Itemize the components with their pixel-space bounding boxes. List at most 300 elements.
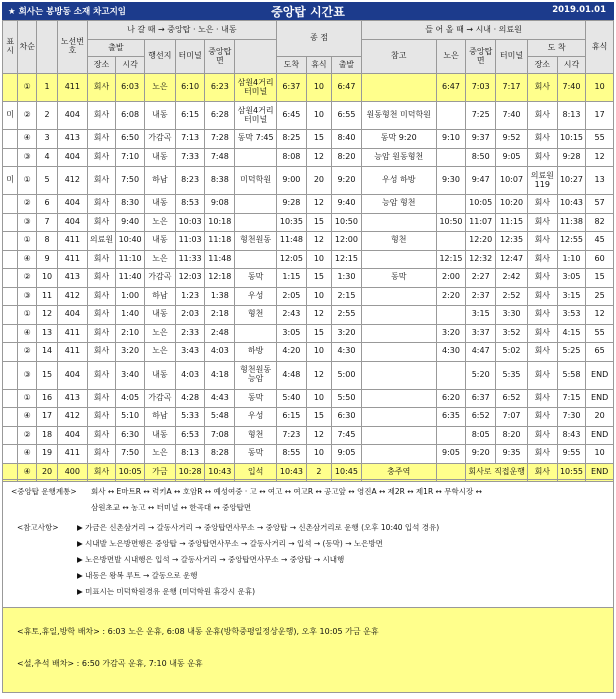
table-cell: 5:33 — [175, 408, 205, 427]
table-cell: 6:45 — [277, 102, 307, 130]
table-cell: 12:32 — [466, 250, 496, 269]
table-cell: 회사 — [87, 167, 116, 195]
table-cell: 9:35 — [496, 445, 528, 464]
col-terminal2: 터미널 — [496, 40, 528, 74]
table-cell: 10 — [306, 287, 331, 306]
table-cell: 4:30 — [436, 343, 466, 362]
table-cell: 우성 — [235, 408, 277, 427]
course-line-1: 회사 ↔ E마트R ↔ 럭키A ↔ 호암R ↔ 예성여중 · 고 ↔ 여고 ↔ 여고R ↔ 공고앞 ↔ 영진A ↔ 제2R ↔ 제1R ↔ 무학시장 ↔ — [91, 487, 482, 496]
table-cell: 10 — [306, 250, 331, 269]
table-row — [3, 130, 614, 149]
table-cell: 9:10 — [436, 130, 466, 149]
table-cell — [436, 195, 466, 214]
table-cell: 10 — [586, 445, 614, 464]
table-row — [3, 287, 614, 306]
table-cell: 17 — [37, 408, 58, 427]
table-cell: 회사 — [87, 287, 116, 306]
table-cell: END — [586, 463, 614, 482]
table-cell: 10:20 — [496, 195, 528, 214]
table-cell: 원동형천 미덕학원 — [361, 102, 436, 130]
table-cell: 2:42 — [496, 269, 528, 288]
table-cell — [361, 343, 436, 362]
table-cell: 3:53 — [557, 306, 586, 325]
table-cell: 3:20 — [436, 324, 466, 343]
col-jungangtap2: 중앙탑면 — [466, 40, 496, 74]
ref-label: <참고사항> — [17, 523, 59, 532]
table-cell: 11:48 — [205, 250, 235, 269]
table-cell: 8:40 — [332, 130, 362, 149]
table-cell: 동막 — [235, 269, 277, 288]
table-cell: 11:07 — [466, 213, 496, 232]
table-cell: 회사 — [87, 426, 116, 445]
table-cell: 내동 — [144, 232, 175, 251]
table-cell: 7:48 — [205, 148, 235, 167]
table-cell: 18 — [37, 426, 58, 445]
table-cell: 15 — [306, 130, 331, 149]
table-cell: 2:27 — [466, 269, 496, 288]
table-cell: 2:10 — [116, 324, 145, 343]
table-cell — [3, 343, 18, 362]
table-cell: 내동 — [144, 195, 175, 214]
table-cell: 4:18 — [205, 361, 235, 389]
table-cell — [235, 195, 277, 214]
table-cell: 3:43 — [175, 343, 205, 362]
table-cell: 10:50 — [332, 213, 362, 232]
table-cell: 7:07 — [496, 408, 528, 427]
col-via: 행선지 — [144, 40, 175, 74]
col-order: 차순 — [18, 21, 37, 74]
table-cell: ④ — [18, 324, 37, 343]
ref-note-4: ▶ 내동은 왕복 루트 → 갈동으로 운행 — [77, 571, 198, 580]
table-cell: 내동 — [144, 361, 175, 389]
table-cell: 10:07 — [496, 167, 528, 195]
table-cell: 12:55 — [557, 232, 586, 251]
table-row — [3, 389, 614, 408]
table-cell: 12:15 — [332, 250, 362, 269]
table-cell: 7:08 — [205, 426, 235, 445]
table-cell: 411 — [58, 343, 88, 362]
table-cell: ① — [18, 306, 37, 325]
table-cell: 5:20 — [466, 361, 496, 389]
table-cell: 회사 — [87, 250, 116, 269]
table-cell: 4:47 — [466, 343, 496, 362]
table-cell: 8:53 — [175, 195, 205, 214]
table-cell — [436, 306, 466, 325]
table-cell: 55 — [586, 324, 614, 343]
table-cell: 10 — [306, 445, 331, 464]
table-cell: 삼원4거리 터미널 — [235, 102, 277, 130]
table-cell: 4:48 — [277, 361, 307, 389]
table-cell — [3, 287, 18, 306]
table-cell: 413 — [58, 130, 88, 149]
table-cell: 7:23 — [277, 426, 307, 445]
table-cell: 회사 — [527, 74, 557, 102]
table-row — [3, 408, 614, 427]
table-cell: 3:15 — [466, 306, 496, 325]
col-terminus: 종 점 — [277, 21, 362, 57]
table-cell: 5:48 — [205, 408, 235, 427]
table-cell: 8:55 — [277, 445, 307, 464]
table-cell: 회사 — [87, 408, 116, 427]
table-cell: 12:00 — [332, 232, 362, 251]
table-cell: 5:35 — [496, 361, 528, 389]
table-cell: 8:05 — [466, 426, 496, 445]
table-cell: 6:47 — [436, 74, 466, 102]
table-row — [3, 167, 614, 195]
table-cell: 6:52 — [466, 408, 496, 427]
table-cell: 7:28 — [205, 130, 235, 149]
col-arrive: 도착 — [277, 57, 307, 74]
table-cell: 의료원 — [87, 232, 116, 251]
table-cell — [436, 148, 466, 167]
table-cell — [436, 102, 466, 130]
table-cell: 6 — [37, 195, 58, 214]
table-cell: 10:43 — [557, 195, 586, 214]
table-cell: 404 — [58, 195, 88, 214]
table-cell: 2:55 — [332, 306, 362, 325]
table-cell — [235, 148, 277, 167]
table-cell: 411 — [58, 324, 88, 343]
table-cell: 9:28 — [557, 148, 586, 167]
table-cell: 6:20 — [436, 389, 466, 408]
table-cell: 2:05 — [277, 287, 307, 306]
ref-note-3: ▶ 노은방면발 시내행은 입석 → 갈동사거리 → 중앙탑면사무소 → 중앙탑 → 시내행 — [77, 555, 345, 564]
table-cell: 노은 — [144, 445, 175, 464]
table-cell: 10:43 — [205, 463, 235, 482]
table-cell: 1:30 — [332, 269, 362, 288]
col-rest2: 휴식 — [586, 21, 614, 74]
table-cell: 9:37 — [466, 130, 496, 149]
table-cell: 회사로 직접운행 — [466, 463, 528, 482]
table-cell: 11:18 — [205, 232, 235, 251]
table-cell — [3, 213, 18, 232]
holiday-line-1: <휴토,휴일,방학 배차> : 6:03 노은 운휴, 6:08 내동 운휴(방학중평일정상운행), 오후 10:05 가금 운휴 — [17, 627, 379, 636]
table-cell: END — [586, 389, 614, 408]
table-cell: 6:30 — [116, 426, 145, 445]
table-cell: ① — [18, 167, 37, 195]
table-cell: 회사 — [527, 269, 557, 288]
table-cell: ② — [18, 426, 37, 445]
table-cell: 내동 — [144, 426, 175, 445]
table-cell: 12 — [586, 148, 614, 167]
table-cell: 6:30 — [332, 408, 362, 427]
table-cell: 4:03 — [175, 361, 205, 389]
table-cell — [3, 74, 18, 102]
table-cell: 404 — [58, 361, 88, 389]
table-cell: 회사 — [527, 324, 557, 343]
table-cell: 우성 하방 — [361, 167, 436, 195]
table-cell: 411 — [58, 232, 88, 251]
table-cell: 1:23 — [175, 287, 205, 306]
table-cell: 4:05 — [116, 389, 145, 408]
table-cell: 회사 — [527, 287, 557, 306]
table-cell: 6:28 — [205, 102, 235, 130]
table-cell: 10 — [306, 74, 331, 102]
table-cell — [361, 361, 436, 389]
table-cell: 3:15 — [557, 287, 586, 306]
table-cell: 5:40 — [277, 389, 307, 408]
table-cell: 9:05 — [332, 445, 362, 464]
table-cell: 내동 — [144, 102, 175, 130]
table-cell: 7:33 — [175, 148, 205, 167]
table-cell: ① — [18, 232, 37, 251]
table-cell: 7:15 — [557, 389, 586, 408]
table-cell: 11:10 — [116, 250, 145, 269]
table-cell: ① — [18, 389, 37, 408]
table-cell: 회사 — [87, 389, 116, 408]
table-cell: 회사 — [87, 269, 116, 288]
table-cell: 회사 — [527, 213, 557, 232]
table-row — [3, 232, 614, 251]
table-cell — [436, 361, 466, 389]
table-cell: 8:08 — [277, 148, 307, 167]
table-cell: 1 — [37, 74, 58, 102]
col-arrival: 도 착 — [527, 40, 585, 57]
table-cell — [361, 426, 436, 445]
ref-note-1: ▶ 가금은 신촌삼거리 → 갈동사거리 → 중앙탑면사무소 → 중앙탑 → 신촌삼거리로 운행 (오후 10:40 입석 경유) — [77, 523, 440, 532]
table-cell: 하남 — [144, 167, 175, 195]
ref-note-5: ▶ 미표시는 미덕학원경유 운행 (미덕학원 휴강시 운휴) — [77, 587, 256, 596]
table-cell: 노은 — [144, 343, 175, 362]
table-cell — [3, 232, 18, 251]
table-cell — [3, 130, 18, 149]
table-cell: 12 — [586, 306, 614, 325]
table-cell: 7 — [37, 213, 58, 232]
table-cell: 404 — [58, 426, 88, 445]
table-cell: 10:05 — [466, 195, 496, 214]
table-cell — [3, 306, 18, 325]
table-cell: 4:15 — [557, 324, 586, 343]
table-cell: 형천원동 능암 — [235, 361, 277, 389]
table-cell: 8:13 — [557, 102, 586, 130]
table-cell: 15 — [586, 269, 614, 288]
table-cell: 15 — [306, 408, 331, 427]
table-cell: 미덕학원 — [235, 167, 277, 195]
table-cell: 3:05 — [277, 324, 307, 343]
table-cell: 6:50 — [116, 130, 145, 149]
table-cell: 6:35 — [436, 408, 466, 427]
table-cell: 10:40 — [116, 232, 145, 251]
notes-panel — [2, 479, 614, 608]
table-cell: 2:52 — [496, 287, 528, 306]
table-cell: 413 — [58, 269, 88, 288]
table-cell: 3 — [37, 130, 58, 149]
table-cell: 6:52 — [496, 389, 528, 408]
table-cell — [235, 324, 277, 343]
table-cell — [3, 408, 18, 427]
table-cell: 20 — [586, 408, 614, 427]
table-cell: 회사 — [87, 343, 116, 362]
table-cell: 13 — [37, 324, 58, 343]
col-inbound: 들 어 올 때 → 시내 · 의료원 — [361, 21, 585, 40]
table-cell: 10 — [37, 269, 58, 288]
table-cell — [3, 324, 18, 343]
table-cell: 회사 — [87, 148, 116, 167]
table-cell: ④ — [18, 130, 37, 149]
table-cell: 55 — [586, 130, 614, 149]
table-cell: 동막 9:20 — [361, 130, 436, 149]
table-cell — [361, 287, 436, 306]
table-cell: 7:30 — [557, 408, 586, 427]
table-cell: 2:48 — [205, 324, 235, 343]
table-cell: 7:17 — [496, 74, 528, 102]
table-cell: 형천 — [361, 232, 436, 251]
col-depart: 출발 — [87, 40, 144, 57]
table-cell: 2:00 — [436, 269, 466, 288]
table-cell: 8:20 — [496, 426, 528, 445]
col-rest: 휴식 — [306, 57, 331, 74]
table-cell — [3, 269, 18, 288]
col-jungangtap: 중앙탑면 — [205, 40, 235, 74]
table-cell: 회사 — [527, 463, 557, 482]
table-row — [3, 343, 614, 362]
table-cell: 가금 — [144, 463, 175, 482]
table-cell: 12:47 — [496, 250, 528, 269]
table-cell: 회사 — [527, 361, 557, 389]
table-cell: 회사 — [527, 250, 557, 269]
table-cell: 15 — [306, 269, 331, 288]
table-cell: 9:05 — [496, 148, 528, 167]
table-cell: 미 — [3, 102, 18, 130]
table-cell: 9:20 — [466, 445, 496, 464]
table-row — [3, 195, 614, 214]
table-cell: 8:38 — [205, 167, 235, 195]
table-cell: 회사 — [87, 324, 116, 343]
table-cell: 19 — [37, 445, 58, 464]
table-cell: 회사 — [87, 74, 116, 102]
table-cell — [361, 74, 436, 102]
table-cell: 57 — [586, 195, 614, 214]
table-cell: 9:30 — [436, 167, 466, 195]
table-cell: ④ — [18, 445, 37, 464]
table-cell: 2 — [306, 463, 331, 482]
table-cell: 회사 — [87, 130, 116, 149]
table-cell: 우성 — [235, 287, 277, 306]
table-cell: 6:37 — [466, 389, 496, 408]
table-cell: 4:03 — [205, 343, 235, 362]
table-cell: 11:03 — [175, 232, 205, 251]
table-cell: 9:40 — [332, 195, 362, 214]
table-cell: 12 — [37, 306, 58, 325]
table-cell: 회사 — [527, 426, 557, 445]
table-cell: 10:35 — [277, 213, 307, 232]
table-cell: 2:37 — [466, 287, 496, 306]
table-cell: 회사 — [527, 195, 557, 214]
table-cell: 회사 — [87, 361, 116, 389]
table-cell: 1:15 — [277, 269, 307, 288]
table-cell: 15 — [306, 213, 331, 232]
table-cell: 6:37 — [277, 74, 307, 102]
table-cell: 노은 — [144, 250, 175, 269]
table-cell: 의료원 119 — [527, 167, 557, 195]
table-cell: 7:50 — [116, 445, 145, 464]
col-route: 노선번호 — [58, 21, 88, 74]
table-cell: 가감곡 — [144, 389, 175, 408]
table-cell: 9:05 — [436, 445, 466, 464]
table-cell: 10:28 — [175, 463, 205, 482]
depot-note: ★ 회사는 봉방동 소재 차고지임 — [8, 7, 126, 17]
table-cell: 7:25 — [466, 102, 496, 130]
table-cell: 400 — [58, 463, 88, 482]
table-cell: 12:03 — [175, 269, 205, 288]
table-cell: 12 — [306, 232, 331, 251]
table-cell: 10 — [306, 389, 331, 408]
table-row — [3, 361, 614, 389]
table-cell: 1:40 — [116, 306, 145, 325]
table-cell: 3:52 — [496, 324, 528, 343]
table-cell: 25 — [586, 287, 614, 306]
table-cell: 20 — [37, 463, 58, 482]
table-cell: 충주역 — [361, 463, 436, 482]
table-cell: 4:43 — [205, 389, 235, 408]
table-cell: 3:05 — [557, 269, 586, 288]
table-cell: 9:08 — [205, 195, 235, 214]
table-cell: 11:40 — [116, 269, 145, 288]
table-cell: 413 — [58, 389, 88, 408]
table-cell — [361, 389, 436, 408]
table-cell: 16 — [37, 389, 58, 408]
table-cell: 형천 — [235, 426, 277, 445]
table-cell: 4:28 — [175, 389, 205, 408]
table-cell: 회사 — [527, 148, 557, 167]
table-cell — [361, 408, 436, 427]
table-row — [3, 148, 614, 167]
table-cell: 회사 — [527, 232, 557, 251]
table-cell: 60 — [586, 250, 614, 269]
table-cell: 가감곡 — [144, 269, 175, 288]
table-cell: 10 — [306, 343, 331, 362]
table-cell: 회사 — [87, 195, 116, 214]
table-cell: 하방 — [235, 343, 277, 362]
table-row — [3, 102, 614, 130]
table-cell: 3:20 — [332, 324, 362, 343]
table-cell: 능암 형천 — [361, 195, 436, 214]
table-cell — [436, 426, 466, 445]
table-cell: 404 — [58, 148, 88, 167]
table-cell: 회사 — [527, 389, 557, 408]
table-cell: 2:03 — [175, 306, 205, 325]
table-cell: 4 — [37, 148, 58, 167]
table-row — [3, 445, 614, 464]
table-cell: 6:23 — [205, 74, 235, 102]
table-cell: 8 — [37, 232, 58, 251]
col-time2: 시각 — [557, 57, 586, 74]
table-cell: 가감곡 — [144, 130, 175, 149]
table-cell: 5:50 — [332, 389, 362, 408]
table-cell: 9:55 — [557, 445, 586, 464]
table-cell: 2:18 — [205, 306, 235, 325]
table-cell: 17 — [586, 102, 614, 130]
table-cell: 6:15 — [277, 408, 307, 427]
table-cell — [3, 426, 18, 445]
table-cell: 7:13 — [175, 130, 205, 149]
table-cell: 7:50 — [116, 167, 145, 195]
table-cell: 7:40 — [557, 74, 586, 102]
table-cell: 10 — [306, 102, 331, 130]
table-cell: 5:58 — [557, 361, 586, 389]
table-row — [3, 74, 614, 102]
table-cell: 65 — [586, 343, 614, 362]
table-cell: 11:15 — [496, 213, 528, 232]
col-ref: 참고 — [361, 40, 436, 74]
table-cell: 12:35 — [496, 232, 528, 251]
table-cell: 5:02 — [496, 343, 528, 362]
table-cell: 하남 — [144, 287, 175, 306]
table-cell: 10:43 — [277, 463, 307, 482]
table-cell: 10:55 — [557, 463, 586, 482]
table-cell — [361, 324, 436, 343]
table-cell: 8:20 — [332, 148, 362, 167]
